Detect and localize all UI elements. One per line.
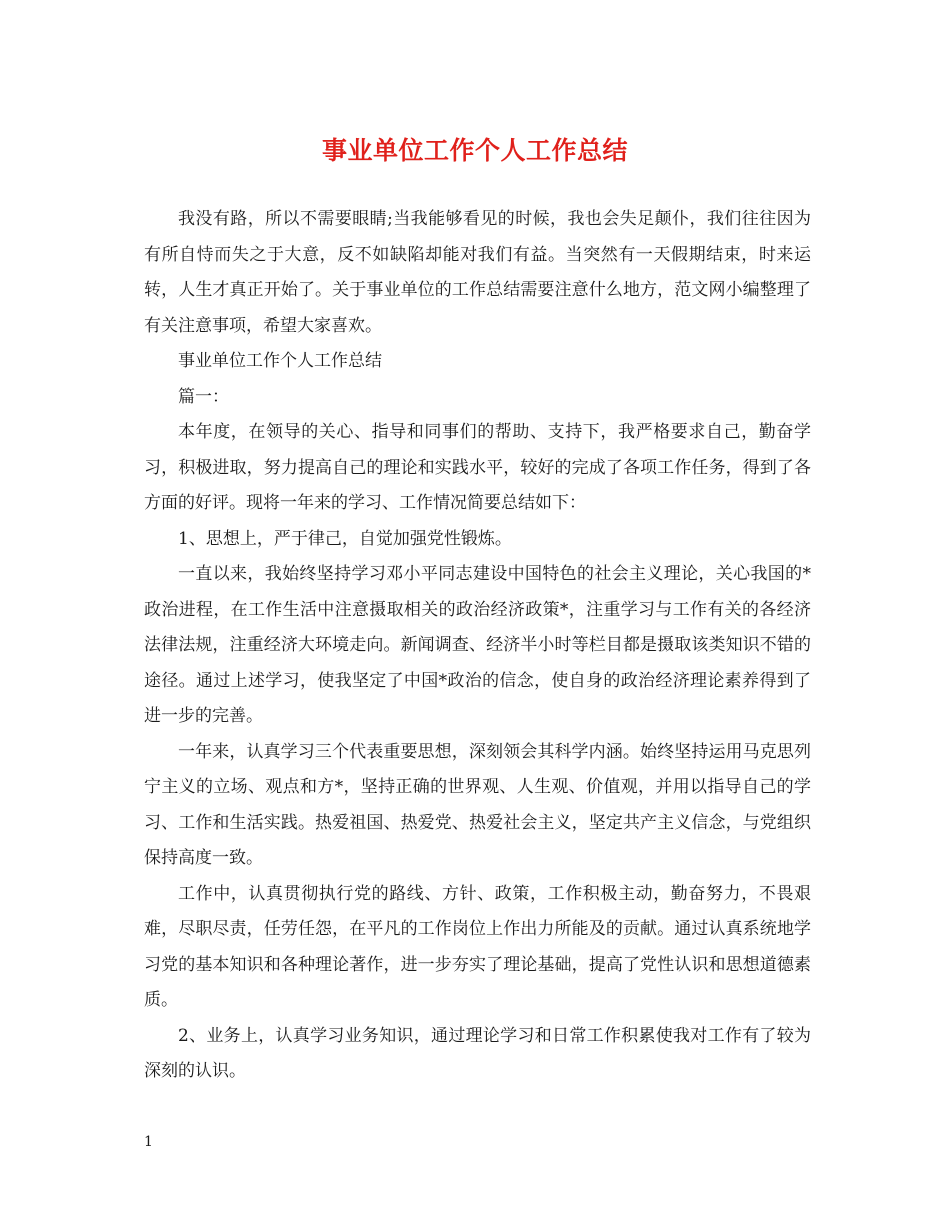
body-paragraph: 一年来，认真学习三个代表重要思想，深刻领会其科学内涵。始终坚持运用马克思列宁主义的立场、观点和方*，坚持正确的世界观、人生观、价值观，并用以指导自己的学习、工作和生活实践。热爱祖国、热爱党、热爱社会主义，坚定共产主义信念，与党组织保持高度一致。 — [144, 741, 811, 868]
numbered-heading: 1、思想上，严于律己，自觉加强党性锻炼。 — [178, 528, 512, 549]
body-paragraph: 本年度，在领导的关心、指导和同事们的帮助、支持下，我严格要求自己，勤奋学习，积极进取，努力提高自己的理论和实践水平，较好的完成了各项工作任务，得到了各方面的好评。现将一年来的学习、工作情况简要总结如下： — [144, 422, 811, 513]
document-body — [144, 202, 811, 1090]
section-heading: 事业单位工作个人工作总结 — [178, 351, 382, 371]
document-title: 事业单位工作个人工作总结 — [321, 136, 628, 165]
numbered-heading: 2、业务上，认真学习业务知识，通过理论学习和日常工作积累使我对工作有了较为深刻的认识。 — [144, 1025, 811, 1081]
body-paragraph: 工作中，认真贯彻执行党的路线、方针、政策，工作积极主动，勤奋努力，不畏艰难，尽职尽责，任劳任怨，在平凡的工作岗位上作出力所能及的贡献。通过认真系统地学习党的基本知识和各种理论著作，进一步夯实了理论基础，提高了党性认识和思想道德素质。 — [144, 883, 811, 1010]
page-number: 1 — [144, 1134, 153, 1150]
intro-paragraph: 我没有路，所以不需要眼睛;当我能够看见的时候，我也会失足颠仆，我们往往因为有所自恃而失之于大意，反不如缺陷却能对我们有益。当突然有一天假期结束，时来运转，人生才真正开始了。关于事业单位的工作总结需要注意什么地方，范文网小编整理了有关注意事项，希望大家喜欢。 — [144, 209, 811, 336]
body-paragraph: 一直以来，我始终坚持学习邓小平同志建设中国特色的社会主义理论，关心我国的*政治进程，在工作生活中注意摄取相关的政治经济政策*，注重学习与工作有关的各经济法律法规，注重经济大环境走向。新闻调查、经济半小时等栏目都是摄取该类知识不错的途径。通过上述学习，使我坚定了中国*政治的信念，使自身的政治经济理论素养得到了进一步的完善。 — [144, 564, 811, 726]
part-label: 篇一： — [178, 386, 229, 407]
